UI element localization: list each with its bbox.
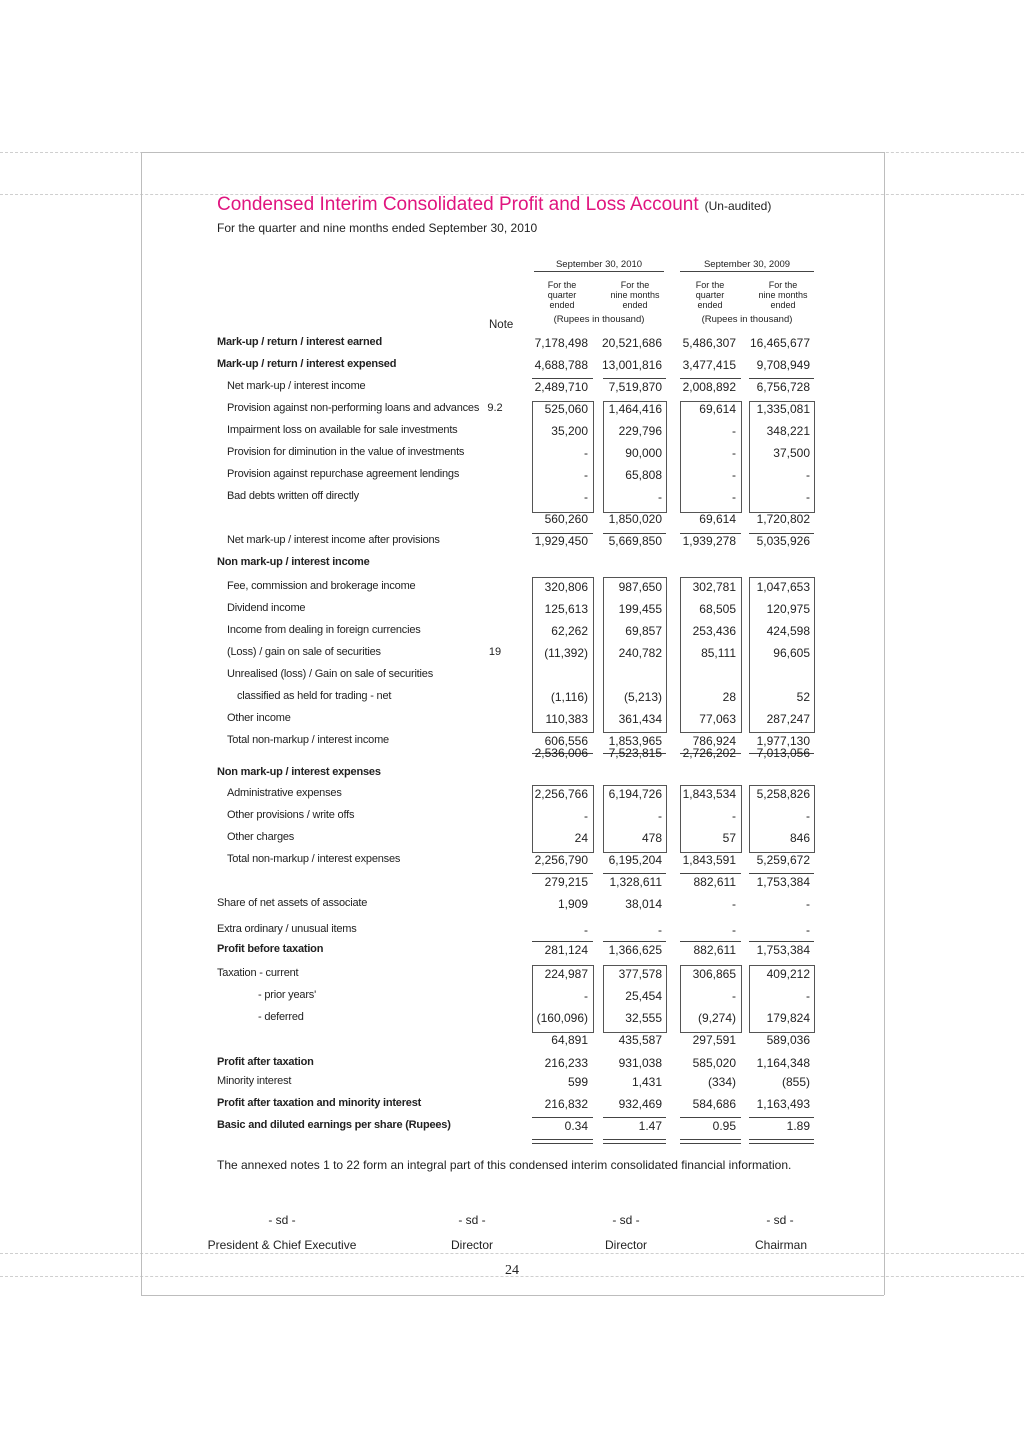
row-value: 1,929,450 — [534, 534, 588, 548]
row-value: 1,853,965 — [608, 734, 662, 748]
page-subtitle: For the quarter and nine months ended September 30, 2010 — [217, 221, 538, 235]
row-value: (334) — [707, 1075, 736, 1089]
row-value: 5,035,926 — [756, 534, 810, 548]
table-row — [0, 897, 1024, 917]
row-label: classified as held for trading - net — [237, 690, 392, 702]
row-value: 224,987 — [544, 967, 588, 981]
row-label: Provision for diminution in the value of investments — [227, 446, 465, 458]
row-label: Administrative expenses — [227, 787, 342, 799]
row-label: Minority interest — [217, 1075, 292, 1087]
row-value: 64,891 — [551, 1033, 588, 1047]
row-label: Mark-up / return / interest expensed — [217, 358, 397, 370]
table-row — [0, 875, 1024, 895]
table-row — [0, 424, 1024, 444]
double-rule — [749, 1139, 814, 1144]
page-title: Condensed Interim Consolidated Profit and Loss Account (Un-audited) — [217, 194, 772, 215]
row-label: Basic and diluted earnings per share (Rupees) — [217, 1119, 451, 1131]
row-value: 2,256,766 — [534, 787, 588, 801]
row-value: 7,013,056 — [756, 746, 810, 760]
row-value: 1,164,348 — [756, 1056, 810, 1070]
rule — [532, 873, 593, 874]
row-value: 77,063 — [699, 712, 736, 726]
row-value: 13,001,816 — [601, 358, 662, 372]
row-value: (5,213) — [623, 690, 662, 704]
row-label: Impairment loss on available for sale investments — [227, 424, 458, 436]
table-row — [0, 468, 1024, 488]
row-label: Other income — [227, 712, 291, 724]
row-value: 2,489,710 — [534, 380, 588, 394]
row-value: 348,221 — [766, 424, 810, 438]
signature-mark: - sd - — [612, 1213, 640, 1227]
table-row — [0, 734, 1024, 754]
row-value: 3,477,415 — [682, 358, 736, 372]
rule — [680, 873, 741, 874]
row-value: 216,832 — [544, 1097, 588, 1111]
row-value: 320,806 — [544, 580, 588, 594]
row-label: Net mark-up / interest income after provisions — [227, 534, 440, 546]
signature-mark: - sd - — [458, 1213, 486, 1227]
row-value: 28 — [722, 690, 736, 704]
rule — [749, 378, 814, 379]
table-row — [0, 580, 1024, 600]
row-value: 20,521,686 — [601, 336, 662, 350]
row-value: 1.89 — [786, 1119, 810, 1133]
row-value: 5,486,307 — [682, 336, 736, 350]
rule — [603, 1117, 666, 1118]
row-value: 69,614 — [699, 402, 736, 416]
row-value: 229,796 — [618, 424, 662, 438]
row-value: - — [584, 923, 588, 937]
row-value: 4,688,788 — [534, 358, 588, 372]
audit-status: (Un-audited) — [704, 199, 772, 213]
row-value: - — [584, 809, 588, 823]
row-value: 1,753,384 — [756, 875, 810, 889]
row-value: 57 — [722, 831, 736, 845]
row-value: - — [658, 490, 662, 504]
row-value: 65,808 — [625, 468, 662, 482]
row-value: 306,865 — [692, 967, 736, 981]
row-value: 7,519,870 — [608, 380, 662, 394]
row-value: (1,116) — [550, 690, 588, 704]
table-row — [0, 602, 1024, 622]
column-header-9m-2009: For the nine months ended — [758, 280, 808, 310]
row-value: 24 — [574, 831, 588, 845]
row-label: Taxation - current — [217, 967, 299, 979]
signatory-chairman: Chairman — [754, 1238, 808, 1252]
row-value: - — [658, 809, 662, 823]
table-row — [0, 402, 1024, 422]
row-value: 932,469 — [618, 1097, 662, 1111]
row-value: - — [658, 923, 662, 937]
row-value: 931,038 — [618, 1056, 662, 1070]
row-value: 5,259,672 — [756, 853, 810, 867]
row-value: 846 — [789, 831, 810, 845]
row-value: 281,124 — [544, 943, 588, 957]
row-value: 1,977,130 — [756, 734, 810, 748]
row-value: - — [584, 989, 588, 1003]
table-row — [0, 446, 1024, 466]
row-value: - — [806, 923, 810, 937]
row-value: 69,614 — [699, 512, 736, 526]
column-group-2009: September 30, 2009 — [680, 259, 814, 272]
column-header-q-2010: For the quarter ended — [547, 280, 577, 310]
row-value: 1,939,278 — [682, 534, 736, 548]
row-label: (Loss) / gain on sale of securities — [227, 646, 381, 658]
table-row — [0, 809, 1024, 829]
row-value: - — [806, 809, 810, 823]
table-row — [0, 853, 1024, 873]
row-value: - — [806, 989, 810, 1003]
row-value: - — [732, 424, 736, 438]
page-frame-top — [141, 152, 884, 153]
row-value: 125,613 — [544, 602, 588, 616]
row-value: 90,000 — [625, 446, 662, 460]
row-value: 1,720,802 — [756, 512, 810, 526]
table-row — [0, 967, 1024, 987]
row-label: Profit before taxation — [217, 943, 324, 955]
row-value: 16,465,677 — [749, 336, 810, 350]
row-value: 987,650 — [618, 580, 662, 594]
row-value: (9,274) — [697, 1011, 736, 1025]
row-label: Other charges — [227, 831, 295, 843]
row-value: 38,014 — [625, 897, 662, 911]
row-value: 584,686 — [692, 1097, 736, 1111]
rule — [680, 1117, 741, 1118]
table-row — [0, 690, 1024, 710]
row-label: Profit after taxation — [217, 1056, 314, 1068]
annexed-notes-statement: The annexed notes 1 to 22 form an integral part of this condensed interim consolidated financial information. — [217, 1158, 792, 1172]
row-value: 279,215 — [544, 875, 588, 889]
row-value: 882,611 — [693, 943, 736, 957]
row-label: - prior years' — [258, 989, 316, 1001]
table-row — [0, 1033, 1024, 1053]
row-value: 361,434 — [618, 712, 662, 726]
row-label: Income from dealing in foreign currencies — [227, 624, 421, 636]
row-label: Share of net assets of associate — [217, 897, 368, 909]
row-value: 6,756,728 — [756, 380, 810, 394]
row-label: Other provisions / write offs — [227, 809, 355, 821]
row-value: 0.34 — [564, 1119, 588, 1133]
row-value: 525,060 — [544, 402, 588, 416]
page-number: 24 — [505, 1263, 519, 1278]
row-value: - — [584, 446, 588, 460]
row-value: 25,454 — [625, 989, 662, 1003]
row-value: 2,256,790 — [534, 853, 588, 867]
row-value: 882,611 — [693, 875, 736, 889]
row-value: - — [732, 446, 736, 460]
row-value: 1,464,416 — [608, 402, 662, 416]
row-value: - — [732, 809, 736, 823]
signature-mark: - sd - — [766, 1213, 794, 1227]
row-value: 424,598 — [766, 624, 810, 638]
rule — [532, 1117, 593, 1118]
row-value: 1,366,625 — [608, 943, 662, 957]
row-value: 1,163,493 — [756, 1097, 810, 1111]
row-value: 253,436 — [692, 624, 736, 638]
table-row — [0, 923, 1024, 943]
signatory-president: President & Chief Executive — [207, 1238, 357, 1252]
row-value: 216,233 — [544, 1056, 588, 1070]
row-value: 1,047,653 — [756, 580, 810, 594]
table-row — [0, 989, 1024, 1009]
row-value: 435,587 — [618, 1033, 662, 1047]
row-label: Mark-up / return / interest earned — [217, 336, 382, 348]
row-value: 589,036 — [766, 1033, 810, 1047]
rule — [603, 378, 666, 379]
row-value: 0.95 — [712, 1119, 736, 1133]
row-value: 599 — [567, 1075, 588, 1089]
row-value: 2,536,006 — [534, 746, 588, 760]
row-value: 62,262 — [551, 624, 588, 638]
signatory-director: Director — [604, 1238, 647, 1252]
row-value: 52 — [796, 690, 810, 704]
table-row — [0, 1011, 1024, 1031]
table-row — [0, 668, 1024, 688]
row-value: 6,195,204 — [608, 853, 662, 867]
row-value: 2,008,892 — [682, 380, 736, 394]
row-value: (855) — [781, 1075, 810, 1089]
row-value: 585,020 — [692, 1056, 736, 1070]
row-label: Non mark-up / interest income — [217, 556, 370, 568]
double-rule — [680, 1139, 741, 1144]
row-value: 409,212 — [766, 967, 810, 981]
row-note: 19 — [488, 646, 502, 658]
table-row — [0, 646, 1024, 666]
row-value: - — [732, 490, 736, 504]
row-value: 297,591 — [692, 1033, 736, 1047]
rule — [749, 873, 814, 874]
row-value: - — [584, 490, 588, 504]
table-row — [0, 336, 1024, 356]
table-row — [0, 712, 1024, 732]
column-header-9m-2010: For the nine months ended — [610, 280, 660, 310]
crop-line — [0, 1253, 1024, 1254]
row-value: - — [732, 989, 736, 1003]
row-value: 560,260 — [544, 512, 588, 526]
row-value: 302,781 — [692, 580, 736, 594]
row-value: 2,726,202 — [682, 746, 736, 760]
row-value: 69,857 — [625, 624, 662, 638]
row-label: Non mark-up / interest expenses — [217, 766, 381, 778]
row-value: 96,605 — [773, 646, 810, 660]
row-label: Bad debts written off directly — [227, 490, 359, 502]
row-value: 35,200 — [551, 424, 588, 438]
row-value: 7,178,498 — [534, 336, 588, 350]
double-rule — [532, 1139, 593, 1144]
row-label: Provision against non-performing loans and advances — [227, 402, 480, 414]
rule — [749, 1117, 814, 1118]
row-label: - deferred — [258, 1011, 304, 1023]
row-value: 1,850,020 — [608, 512, 662, 526]
table-row — [0, 831, 1024, 851]
row-value: - — [806, 897, 810, 911]
unit-label-2009: (Rupees in thousand) — [701, 314, 793, 325]
row-value: 1,753,384 — [756, 943, 810, 957]
row-value: 5,258,826 — [756, 787, 810, 801]
column-group-2010: September 30, 2010 — [534, 259, 664, 272]
note-column-header: Note — [489, 319, 514, 331]
row-value: 32,555 — [625, 1011, 662, 1025]
page-frame-bottom — [141, 1295, 884, 1296]
table-row — [0, 766, 1024, 786]
row-value: 199,455 — [618, 602, 662, 616]
table-row — [0, 1097, 1024, 1117]
row-value: 1,843,591 — [682, 853, 736, 867]
unit-label-2010: (Rupees in thousand) — [553, 314, 645, 325]
row-value: 120,975 — [766, 602, 810, 616]
row-value: - — [806, 490, 810, 504]
table-row — [0, 556, 1024, 576]
row-value: 240,782 — [618, 646, 662, 660]
row-label: Total non-markup / interest expenses — [227, 853, 401, 865]
table-row — [0, 512, 1024, 532]
row-label: Provision against repurchase agreement lendings — [227, 468, 460, 480]
table-row — [0, 787, 1024, 807]
row-value: - — [584, 468, 588, 482]
row-value: - — [732, 923, 736, 937]
table-row — [0, 624, 1024, 644]
row-value: 606,556 — [544, 734, 588, 748]
row-value: 1,909 — [557, 897, 588, 911]
table-row — [0, 1075, 1024, 1095]
table-row — [0, 534, 1024, 554]
table-row — [0, 490, 1024, 510]
row-note: 9.2 — [487, 402, 503, 414]
signatory-director: Director — [450, 1238, 493, 1252]
rule — [532, 378, 593, 379]
table-row — [0, 358, 1024, 378]
row-label: Unrealised (loss) / Gain on sale of securities — [227, 668, 434, 680]
table-row — [0, 1119, 1024, 1139]
row-label: Dividend income — [227, 602, 306, 614]
row-value: 1.47 — [638, 1119, 662, 1133]
row-label: Fee, commission and brokerage income — [227, 580, 416, 592]
row-value: 478 — [641, 831, 662, 845]
row-value: 377,578 — [618, 967, 662, 981]
double-rule — [603, 1139, 666, 1144]
row-value: (160,096) — [536, 1011, 588, 1025]
row-value: 1,335,081 — [756, 402, 810, 416]
row-value: - — [806, 468, 810, 482]
row-value: 85,111 — [701, 646, 736, 660]
column-header-q-2009: For the quarter ended — [695, 280, 725, 310]
row-value: 287,247 — [766, 712, 810, 726]
row-value: 1,843,534 — [682, 787, 736, 801]
row-value: 179,824 — [766, 1011, 810, 1025]
row-value: 37,500 — [773, 446, 810, 460]
rule — [603, 873, 666, 874]
row-value: 1,328,611 — [609, 875, 662, 889]
table-row — [0, 943, 1024, 963]
row-value: 6,194,726 — [608, 787, 662, 801]
row-value: - — [732, 897, 736, 911]
row-label: Total non-markup / interest income — [227, 734, 389, 746]
row-label: Net mark-up / interest income — [227, 380, 366, 392]
row-value: (11,392) — [544, 646, 588, 660]
table-row — [0, 1056, 1024, 1076]
row-value: 110,383 — [545, 712, 588, 726]
row-value: 786,924 — [692, 734, 736, 748]
row-label: Profit after taxation and minority interest — [217, 1097, 422, 1109]
table-row — [0, 380, 1024, 400]
row-value: 9,708,949 — [756, 358, 810, 372]
row-value: 1,431 — [631, 1075, 662, 1089]
row-value: 68,505 — [699, 602, 736, 616]
row-value: - — [732, 468, 736, 482]
row-value: 5,669,850 — [608, 534, 662, 548]
row-label: Extra ordinary / unusual items — [217, 923, 357, 935]
row-value: 7,523,815 — [608, 746, 662, 760]
rule — [680, 378, 741, 379]
signature-mark: - sd - — [268, 1213, 296, 1227]
